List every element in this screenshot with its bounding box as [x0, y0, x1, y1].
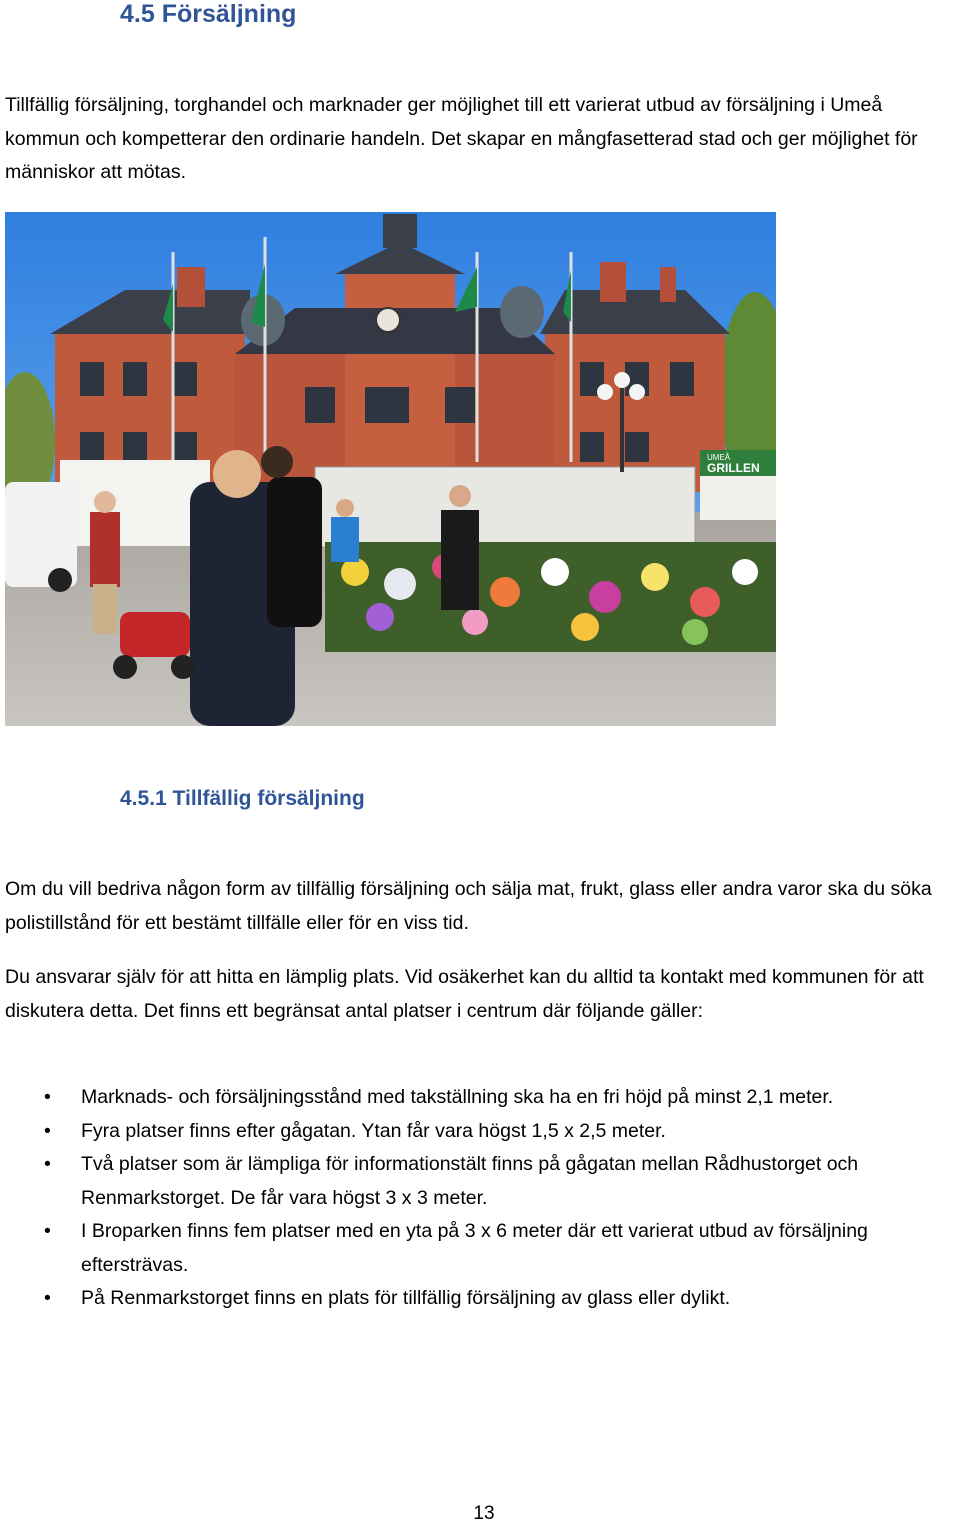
- list-item: [0, 1282, 960, 1316]
- list-item: [0, 1115, 960, 1149]
- section-heading: 4.5 Försäljning: [120, 0, 297, 28]
- grill-sign-line2: GRILLEN: [707, 461, 760, 475]
- bullet-icon: •: [44, 1086, 51, 1108]
- list-item-text: Två platser som är lämpliga för informationstält finns på gågatan mellan Rådhustorget och Renmarkstorget. De får vara högst 3 x 3 meter.: [81, 1153, 859, 1209]
- bullet-icon: •: [44, 1287, 51, 1309]
- list-item: [0, 1215, 960, 1282]
- list-item-text: På Renmarkstorget finns en plats för tillfällig försäljning av glass eller dylikt.: [81, 1287, 731, 1309]
- town-hall-photo: [5, 212, 776, 726]
- grill-sign-line1: UMEÅ: [707, 453, 731, 462]
- list-item-text: I Broparken finns fem platser med en yta på 3 x 6 meter där ett varierat utbud av försäljning eftersträvas.: [81, 1220, 868, 1276]
- intro-paragraph: Tillfällig försäljning, torghandel och marknader ger möjlighet till ett varierat utbud av försäljning i Umeå kommun och kompetterar den ordinarie handeln. Det skapar en mångfasetterad stad och ger möjlighet för människor att mötas.: [5, 94, 918, 183]
- list-item: [0, 1148, 960, 1215]
- bullet-icon: •: [44, 1220, 51, 1242]
- subsection-heading: 4.5.1 Tillfällig försäljning: [120, 787, 365, 810]
- page-number: 13: [473, 1503, 495, 1524]
- location-paragraph: Du ansvarar själv för att hitta en lämplig plats. Vid osäkerhet kan du alltid ta kontakt med kommunen för att diskutera detta. Det finns ett begränsat antal platser i centrum där följande gäller:: [5, 966, 924, 1022]
- list-item: [0, 1081, 960, 1115]
- list-item-text: Marknads- och försäljningsstånd med takställning ska ha en fri höjd på minst 2,1 meter.: [81, 1086, 834, 1108]
- bullet-icon: •: [44, 1119, 51, 1142]
- list-item-text: Fyra platser finns efter gågatan. Ytan får vara högst 1,5 x 2,5 meter.: [81, 1119, 666, 1142]
- bullet-icon: •: [44, 1153, 51, 1175]
- rules-list: [0, 1081, 960, 1316]
- permit-paragraph: Om du vill bedriva någon form av tillfällig försäljning och sälja mat, frukt, glass eller andra varor ska du söka polistillstånd för ett bestämt tillfälle eller för en viss tid.: [5, 878, 932, 934]
- town-hall-photo-graphic: [5, 212, 776, 726]
